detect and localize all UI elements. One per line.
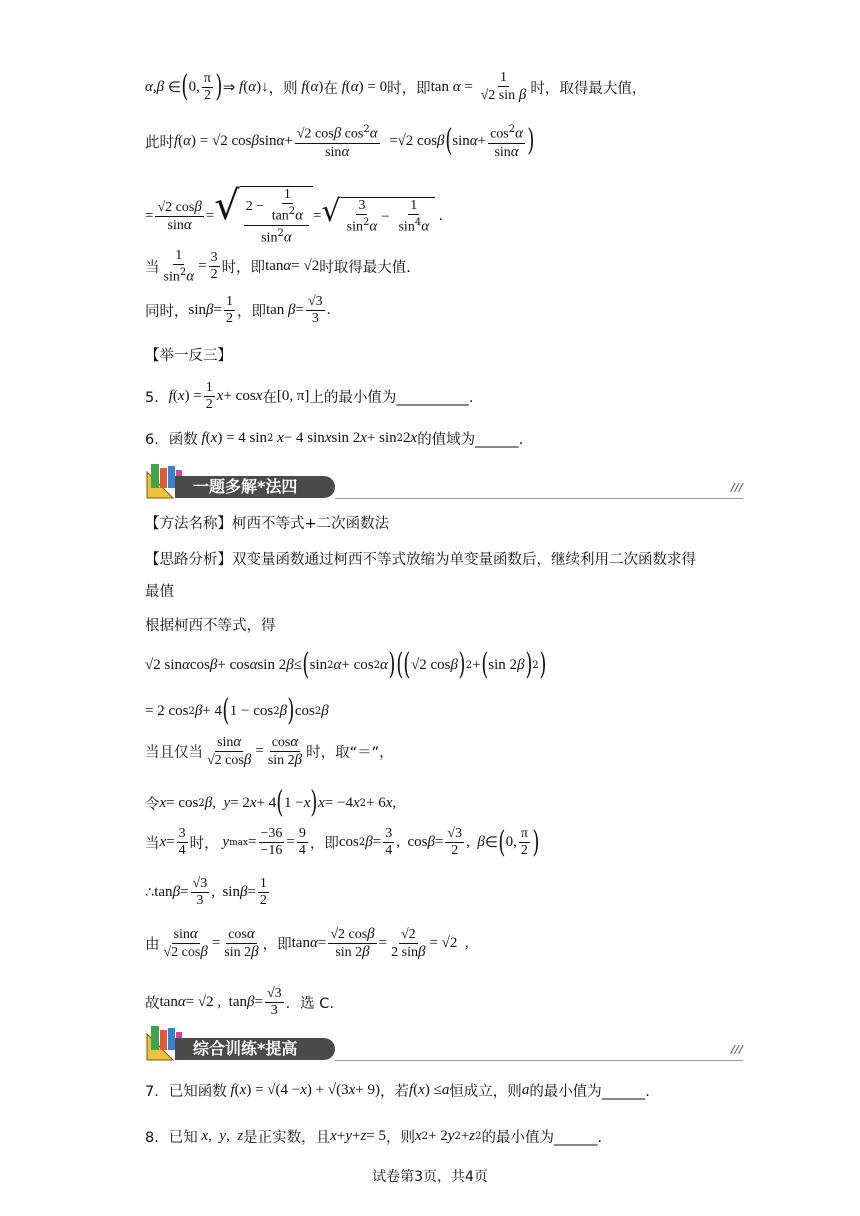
line-5: 同时， sin β = $\frac{1}{2}$ ，即 tan β = $\frac{√3}{3}$ . xyxy=(145,294,331,326)
cauchy-inequality: √2 sin α cos β + cos α sin 2 β ≤ ( sin 2 α + cos 2 α ) ( ( √2 cos β ) 2 + ( sin 2 β ) 2 ) xyxy=(145,647,547,682)
from-line: 由 $\frac{\sin\alpha}{√2 \cos\beta}$ = $\frac{\cos\alpha}{\sin 2\beta}$ ，即 tan α = $\frac{√2 \cos\beta}{\sin 2\beta}$ = $\frac{√2}{2 \sin\beta}$ = √2 , xyxy=(145,926,469,960)
section-inference: 【举一反三】 xyxy=(145,348,232,364)
analysis-line-1: 【思路分析】双变量函数通过柯西不等式放缩为单变量函数后，继续利用二次函数求得 xyxy=(145,552,696,568)
banner-title: 一题多解*法四 xyxy=(193,477,298,496)
therefore-line: ∴ tan β = $\frac{√3}{3}$ , sin β = $\frac{1}{2}$ xyxy=(145,876,267,908)
substitution-line: 令 x = cos 2 β , y = 2 x + 4 ( 1 − x ) x = −4 x 2 + 6 x , xyxy=(145,785,397,820)
section-banner-method-four xyxy=(145,462,743,502)
line-3: = $\frac{√2 \cos\beta}{\sin\alpha}$ = √ 2 − $\frac{1}{\tan^2\alpha}$ $\sin^2\alpha$ = √ $\frac{3}{\sin^2\alpha}$ − $\frac{1}{\sin^4\alpha}$ . xyxy=(145,183,443,246)
max-line: 当 x = $\frac{3}{4}$ 时， y max = $\frac{-36}{-16}$ = $\frac{9}{4}$ ，即 cos 2 β = $\frac{3}{4}$ , cos β = $\frac{√3}{2}$ , β ∈ ( 0, $\frac{\pi}{2}$ ) xyxy=(145,824,540,860)
cauchy-intro: 根据柯西不等式，得 xyxy=(145,618,276,634)
expansion-line: = 2 cos 2 β + 4 ( 1 − cos 2 β ) cos 2 β xyxy=(145,693,329,728)
banner-slash: /// xyxy=(730,481,743,494)
method-name: 【方法名称】柯西不等式+二次函数法 xyxy=(145,516,390,532)
line-2: 此时 f ( α ) = √2 cos β sin α + $\frac{√2 \cos\beta \cos^2\alpha}{\sin\alpha}$ =√2 cos β ( sin α + $\frac{\cos^2\alpha}{\sin\alpha}$ ) xyxy=(145,123,535,160)
conclusion-line: 故 tan α = √2 , tan β = $\frac{√3}{3}$ ．选 C. xyxy=(145,986,334,1018)
section-banner-comprehensive xyxy=(145,1024,743,1064)
equality-condition: 当且仅当 $\frac{\sin\alpha}{√2 \cos\beta}$ = $\frac{\cos\alpha}{\sin 2\beta}$ 时，取“＝”， xyxy=(145,734,394,768)
banner-rule xyxy=(335,1060,743,1061)
banner-slash: /// xyxy=(730,1043,743,1056)
question-7: 7． 已知函数 f ( x ) = √(4 − x ) + √(3 x + 9) ，若 f ( x ) ≤ a 恒成立，则 a 的最小值为______. xyxy=(145,1082,650,1100)
line-4: 当 $\frac{1}{\sin^2\alpha}$ = $\frac{3}{2}$ 时，即 tan α = √2 时取得最大值. xyxy=(145,248,411,285)
question-8: 8． 已知 x , y , z 是正实数，且 x + y + z = 5 ，则 x 2 + 2 y 2 + z 2 的最小值为______. xyxy=(145,1128,603,1146)
banner-title: 综合训练*提高 xyxy=(193,1039,298,1058)
banner-rule xyxy=(335,498,743,499)
question-6: 6． 函数 f ( x ) = 4 sin 2 x − 4 sin x sin 2 x + sin 2 2 x 的值域为______. xyxy=(145,430,524,448)
line-1: α,β ∈ ( 0, $\frac{\pi}{2}$ ) ⇒ f ( α )↓ ，则 f ( α ) 在 f ( α ) = 0 时，即 tan α = $\frac{1}{\text{√2 sin β}}$ 时，取得最大值， xyxy=(145,69,647,104)
analysis-line-2: 最值 xyxy=(145,584,174,600)
question-5: 5． f ( x ) = $\frac{1}{2}$ x + cos x 在 [0, π] 上的最小值为__________. xyxy=(145,380,474,412)
page-footer: 试卷第3页，共4页 xyxy=(372,1169,488,1185)
